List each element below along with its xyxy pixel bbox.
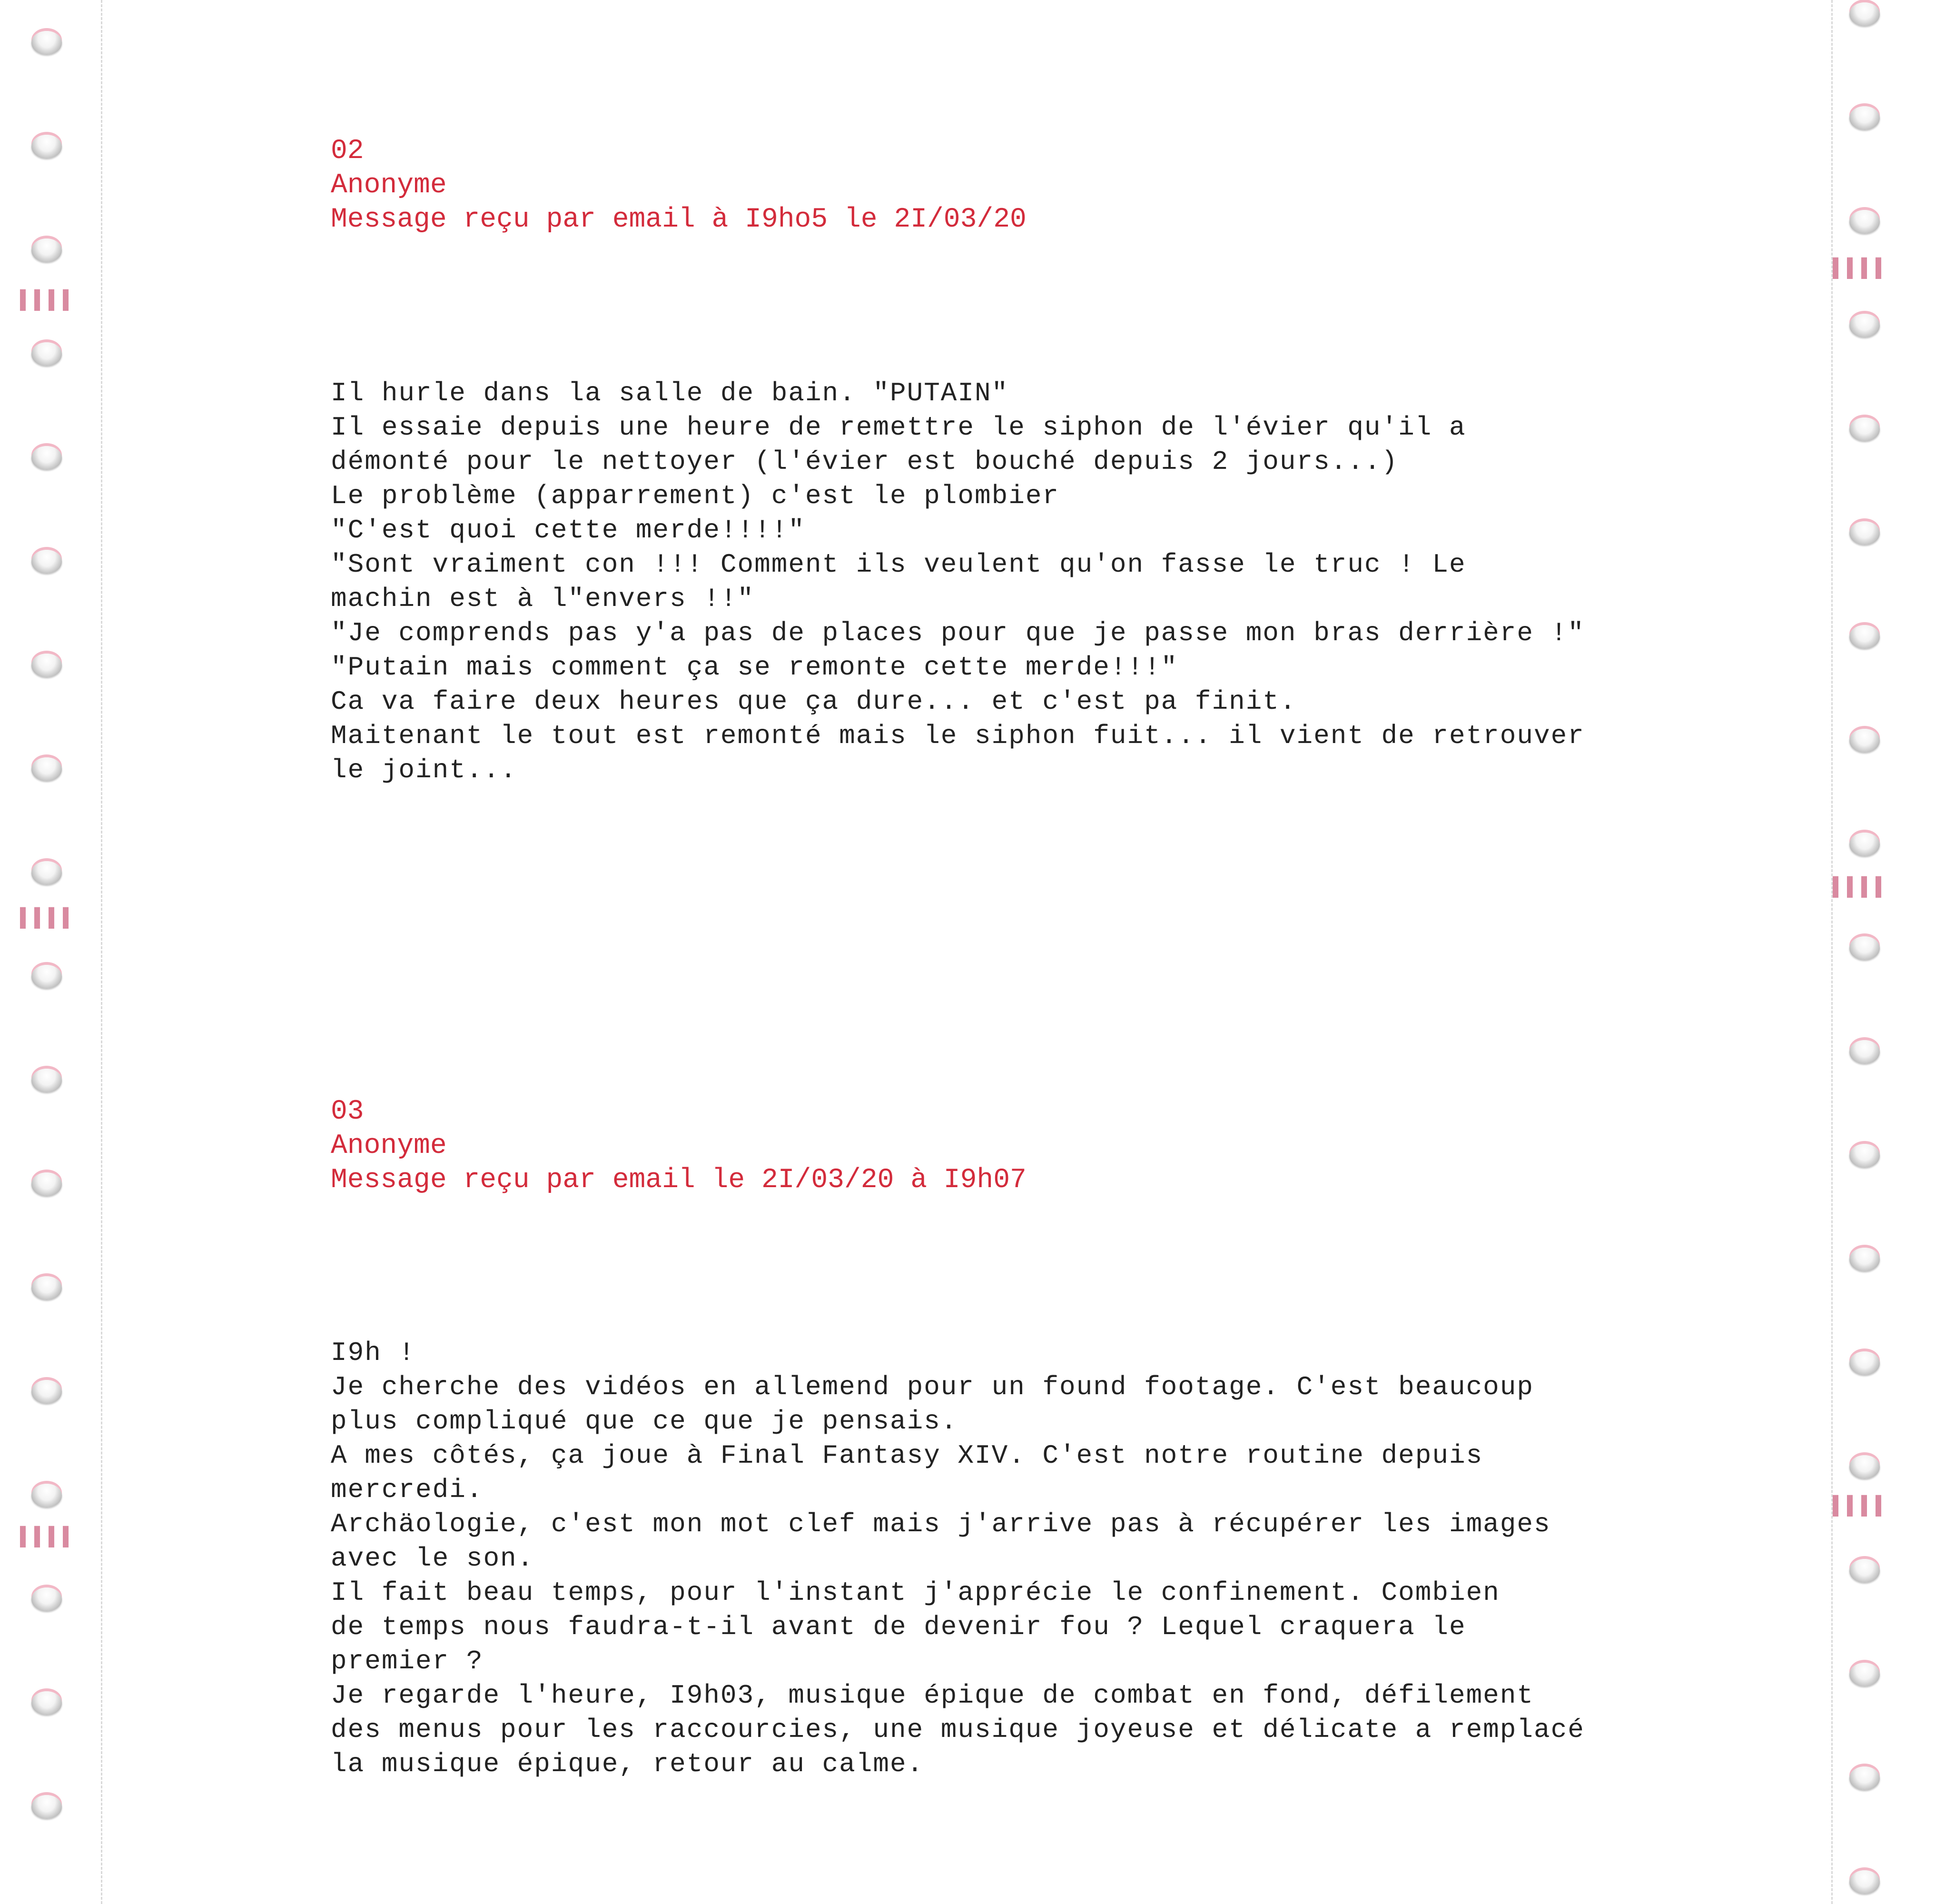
body-line: Ca va faire deux heures que ça dure... et c'est pa finit.	[331, 686, 1297, 717]
left-tractor-strip	[0, 0, 101, 1904]
body-line: plus compliqué que ce que je pensais.	[331, 1406, 958, 1437]
tractor-hole	[31, 135, 62, 159]
left-perforation-line	[101, 0, 102, 1904]
body-line: "Sont vraiment con !!! Comment ils veulent qu'on fasse le truc ! Le	[331, 549, 1466, 580]
tractor-hole	[1849, 1040, 1880, 1064]
tractor-hole	[31, 1276, 62, 1300]
tractor-hole	[31, 1380, 62, 1404]
entry-author: Anonyme	[331, 1130, 447, 1161]
body-line: Le problème (apparrement) c'est le plombier	[331, 481, 1060, 511]
body-line: premier ?	[331, 1646, 484, 1676]
tractor-hole	[31, 446, 62, 470]
entry-02	[331, 134, 1663, 785]
tractor-hole	[1849, 1144, 1880, 1168]
tractor-hole	[31, 238, 62, 262]
tractor-hole	[31, 861, 62, 885]
tractor-hole	[1849, 314, 1880, 337]
body-line: mercredi.	[331, 1475, 484, 1505]
tractor-hole	[31, 1587, 62, 1611]
perforation-tick-marks: ▌▌▌▌	[20, 290, 78, 311]
entry-number: 02	[331, 136, 364, 167]
body-line: "Je comprends pas y'a pas de places pour que je passe mon bras derrière !"	[331, 618, 1585, 648]
tractor-hole	[31, 1691, 62, 1715]
body-line: machin est à l"envers !!"	[331, 584, 755, 614]
tractor-hole	[1849, 521, 1880, 545]
body-line: des menus pour les raccourcies, une musique joyeuse et délicate a remplacé	[331, 1715, 1585, 1745]
body-line: avec le son.	[331, 1543, 534, 1574]
entry-body	[331, 1336, 1585, 1781]
perforation-tick-marks: ▌▌▌▌	[1833, 877, 1890, 898]
body-line: démonté pour le nettoyer (l'évier est bouché depuis 2 jours...)	[331, 446, 1399, 477]
tractor-hole	[31, 1795, 62, 1819]
perforation-tick-marks: ▌▌▌▌	[1833, 1496, 1890, 1517]
tractor-hole	[1849, 2, 1880, 26]
entry-body	[331, 376, 1585, 787]
tractor-hole	[1849, 210, 1880, 234]
tractor-hole	[31, 757, 62, 781]
body-line: Il hurle dans la salle de bain. "PUTAIN"	[331, 378, 1009, 408]
tractor-hole	[31, 1172, 62, 1196]
tractor-hole	[31, 31, 62, 55]
tractor-hole	[31, 1484, 62, 1507]
tractor-hole	[31, 342, 62, 366]
entry-received-line: Message reçu par email le 2I/03/20 à I9h07	[331, 1165, 1027, 1196]
perforation-tick-marks: ▌▌▌▌	[20, 1527, 78, 1548]
tractor-hole	[1849, 729, 1880, 753]
body-line: la musique épique, retour au calme.	[331, 1749, 924, 1779]
tractor-hole	[1849, 936, 1880, 960]
body-line: Il fait beau temps, pour l'instant j'apprécie le confinement. Combien	[331, 1577, 1500, 1608]
perforation-tick-marks: ▌▌▌▌	[20, 908, 78, 929]
entry-03	[331, 1095, 1663, 1779]
tractor-hole	[31, 550, 62, 574]
tractor-hole	[31, 1069, 62, 1092]
tractor-hole	[1849, 1455, 1880, 1479]
body-line: Je cherche des vidéos en allemend pour un found footage. C'est beaucoup	[331, 1372, 1534, 1402]
body-line: A mes côtés, ça joue à Final Fantasy XIV. C'est notre routine depuis	[331, 1440, 1483, 1471]
body-line: Je regarde l'heure, I9h03, musique épique de combat en fond, défilement	[331, 1680, 1534, 1711]
body-line: Il essaie depuis une heure de remettre le siphon de l'évier qu'il a	[331, 412, 1466, 443]
entry-received-line: Message reçu par email à I9ho5 le 2I/03/20	[331, 204, 1027, 235]
body-line: "C'est quoi cette merde!!!!"	[331, 515, 805, 545]
tractor-hole	[31, 965, 62, 989]
body-line: I9h !	[331, 1338, 416, 1368]
body-line: "Putain mais comment ça se remonte cette merde!!!"	[331, 652, 1178, 683]
body-line: de temps nous faudra-t-il avant de devenir fou ? Lequel craquera le	[331, 1612, 1466, 1642]
right-tractor-strip	[1831, 0, 1932, 1904]
tractor-hole	[1849, 833, 1880, 856]
tractor-hole	[1849, 1663, 1880, 1686]
tractor-hole	[1849, 1248, 1880, 1271]
body-line: le joint...	[331, 755, 517, 785]
tractor-hole	[1849, 1766, 1880, 1790]
tractor-hole	[31, 654, 62, 677]
body-line: Maitenant le tout est remonté mais le siphon fuit... il vient de retrouver	[331, 721, 1585, 751]
tractor-hole	[1849, 106, 1880, 130]
tractor-hole	[1849, 625, 1880, 649]
tractor-hole	[1849, 1351, 1880, 1375]
body-line: Archäologie, c'est mon mot clef mais j'arrive pas à récupérer les images	[331, 1509, 1551, 1539]
tractor-hole	[1849, 1870, 1880, 1894]
entry-author: Anonyme	[331, 170, 447, 201]
entry-number: 03	[331, 1096, 364, 1127]
tractor-hole	[1849, 417, 1880, 441]
tractor-hole	[1849, 1559, 1880, 1583]
perforation-tick-marks: ▌▌▌▌	[1833, 258, 1890, 279]
